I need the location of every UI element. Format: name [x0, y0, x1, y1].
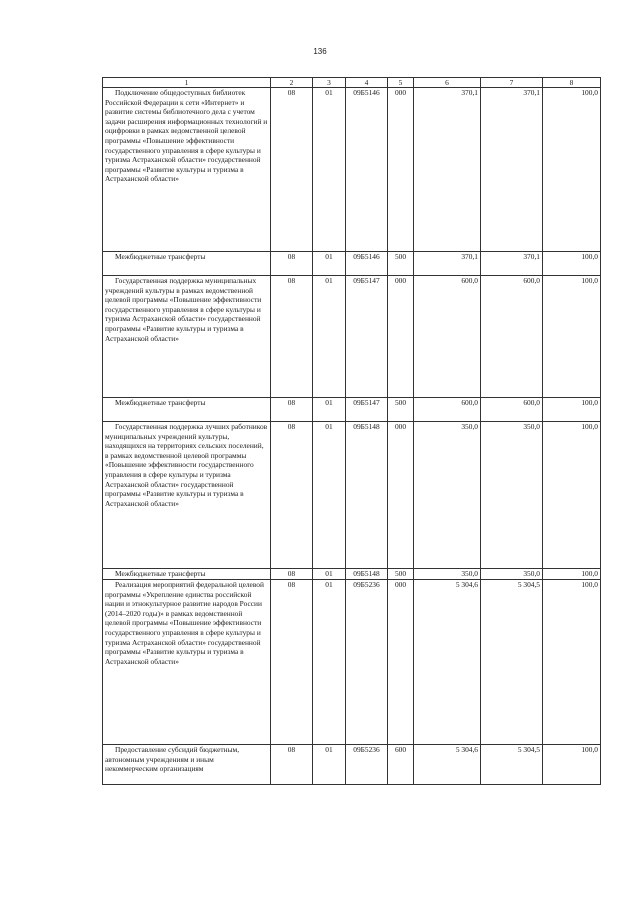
table-row — [103, 745, 601, 785]
table-header-row — [103, 78, 601, 88]
row-description: Подключение общедоступных библиотек Российской Федерации к сети «Интернет» и развитие системы библиотечного дела с учетом задачи расширения информационных технологий и оцифровки в рамках ведомственной целевой программы «Повышение эффективности государственного управления в сфере культуры и туризма Астраханской области» государственной программы «Развитие культуры и туризма в Астраханской области» — [103, 88, 271, 252]
cell-percent: 100,0 — [543, 569, 601, 580]
column-header: 2 — [271, 78, 313, 88]
cell-planned: 600,0 — [414, 398, 481, 422]
cell-section: 08 — [271, 276, 313, 398]
column-header: 1 — [103, 78, 271, 88]
cell-section: 08 — [271, 580, 313, 745]
cell-target-article: 09Б5236 — [346, 580, 388, 745]
cell-expense-type: 000 — [388, 580, 414, 745]
cell-executed: 600,0 — [481, 398, 543, 422]
column-header: 5 — [388, 78, 414, 88]
cell-target-article: 09Б5147 — [346, 398, 388, 422]
cell-section: 08 — [271, 569, 313, 580]
page-number: 136 — [313, 47, 327, 56]
cell-executed: 5 304,5 — [481, 580, 543, 745]
cell-planned: 350,0 — [414, 422, 481, 569]
cell-section: 08 — [271, 252, 313, 276]
cell-target-article: 09Б5236 — [346, 745, 388, 785]
table-row — [103, 88, 601, 252]
cell-target-article: 09Б5148 — [346, 422, 388, 569]
cell-subsection: 01 — [313, 88, 346, 252]
table-row — [103, 569, 601, 580]
row-description: Государственная поддержка лучших работников муниципальных учреждений культуры, находящихся на территориях сельских поселений, в рамках ведомственной целевой программы «Повышение эффективности государственного управления в сфере культуры и туризма Астраханской области» государственной программы «Развитие культуры и туризма в Астраханской области» — [103, 422, 271, 569]
column-header: 3 — [313, 78, 346, 88]
cell-subsection: 01 — [313, 398, 346, 422]
cell-section: 08 — [271, 745, 313, 785]
cell-percent: 100,0 — [543, 422, 601, 569]
table-row — [103, 252, 601, 276]
cell-executed: 370,1 — [481, 252, 543, 276]
cell-executed: 5 304,5 — [481, 745, 543, 785]
column-header: 7 — [481, 78, 543, 88]
cell-executed: 600,0 — [481, 276, 543, 398]
cell-percent: 100,0 — [543, 252, 601, 276]
cell-planned: 370,1 — [414, 88, 481, 252]
cell-target-article: 09Б5148 — [346, 569, 388, 580]
row-description: Межбюджетные трансферты — [103, 398, 271, 422]
row-description: Реализация мероприятий федеральной целевой программы «Укрепление единства российской нации и этнокультурное развитие народов России (2014–2020 годы)» в рамках ведомственной целевой программы «Повышение эффективности государственного управления в сфере культуры и туризма Астраханской области» государственной программы «Развитие культуры и туризма в Астраханской области» — [103, 580, 271, 745]
row-description: Межбюджетные трансферты — [103, 252, 271, 276]
cell-expense-type: 000 — [388, 276, 414, 398]
cell-expense-type: 500 — [388, 252, 414, 276]
table-row — [103, 276, 601, 398]
cell-section: 08 — [271, 398, 313, 422]
cell-percent: 100,0 — [543, 88, 601, 252]
cell-subsection: 01 — [313, 580, 346, 745]
row-description: Государственная поддержка муниципальных учреждений культуры в рамках ведомственной целевой программы «Повышение эффективности государственного управления в сфере культуры и туризма Астраханской области» государственной программы «Развитие культуры и туризма в Астраханской области» — [103, 276, 271, 398]
cell-expense-type: 500 — [388, 569, 414, 580]
row-description: Предоставление субсидий бюджетным, автономным учреждениям и иным некоммерческим организациям — [103, 745, 271, 785]
cell-planned: 600,0 — [414, 276, 481, 398]
table-row — [103, 422, 601, 569]
cell-executed: 350,0 — [481, 422, 543, 569]
cell-planned: 350,0 — [414, 569, 481, 580]
cell-section: 08 — [271, 422, 313, 569]
cell-subsection: 01 — [313, 276, 346, 398]
cell-planned: 5 304,6 — [414, 580, 481, 745]
cell-target-article: 09Б5147 — [346, 276, 388, 398]
cell-percent: 100,0 — [543, 580, 601, 745]
cell-subsection: 01 — [313, 745, 346, 785]
cell-planned: 370,1 — [414, 252, 481, 276]
cell-expense-type: 000 — [388, 422, 414, 569]
cell-expense-type: 000 — [388, 88, 414, 252]
cell-subsection: 01 — [313, 422, 346, 569]
cell-percent: 100,0 — [543, 745, 601, 785]
cell-executed: 350,0 — [481, 569, 543, 580]
table-row — [103, 580, 601, 745]
cell-subsection: 01 — [313, 252, 346, 276]
column-header: 4 — [346, 78, 388, 88]
cell-percent: 100,0 — [543, 398, 601, 422]
cell-executed: 370,1 — [481, 88, 543, 252]
cell-expense-type: 600 — [388, 745, 414, 785]
column-header: 6 — [414, 78, 481, 88]
cell-subsection: 01 — [313, 569, 346, 580]
cell-expense-type: 500 — [388, 398, 414, 422]
cell-percent: 100,0 — [543, 276, 601, 398]
cell-target-article: 09Б5146 — [346, 252, 388, 276]
cell-section: 08 — [271, 88, 313, 252]
table-row — [103, 398, 601, 422]
budget-table — [102, 77, 601, 785]
cell-target-article: 09Б5146 — [346, 88, 388, 252]
column-header: 8 — [543, 78, 601, 88]
cell-planned: 5 304,6 — [414, 745, 481, 785]
row-description: Межбюджетные трансферты — [103, 569, 271, 580]
